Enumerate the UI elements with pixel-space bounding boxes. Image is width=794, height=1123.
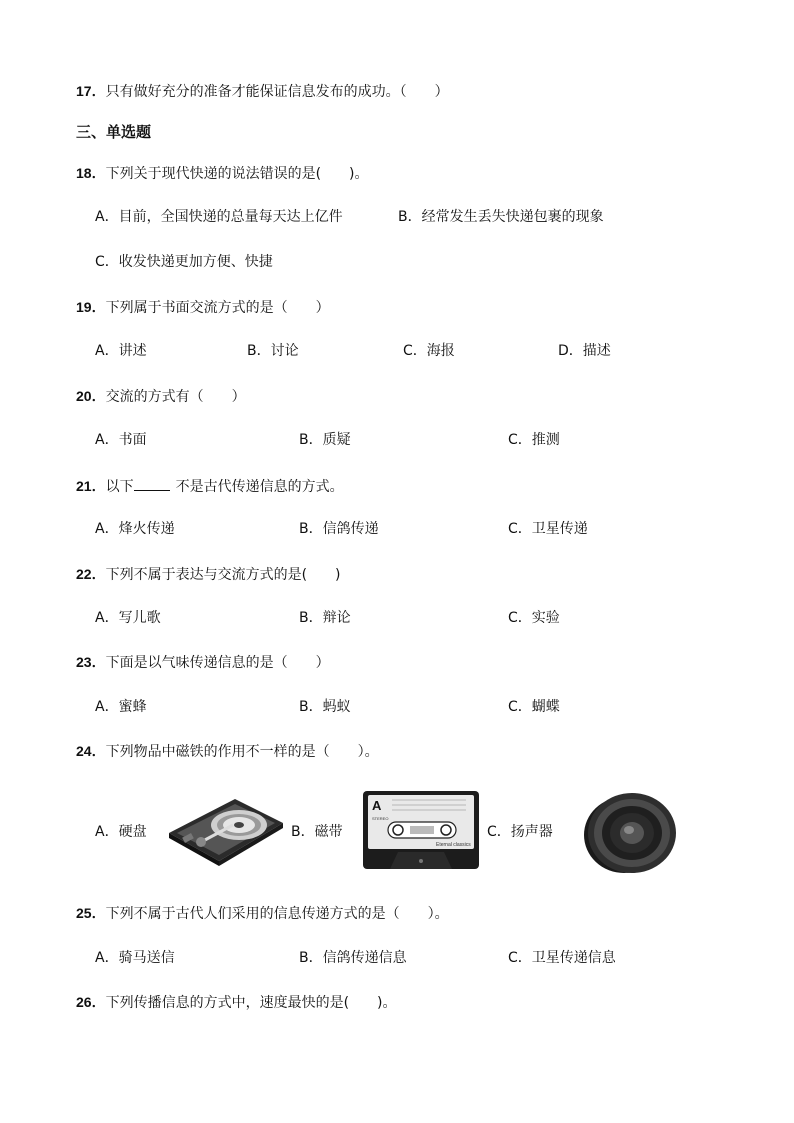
question-number: 17． <box>76 83 106 99</box>
option-b[interactable]: B．经常发生丢失快递包裹的现象 <box>398 209 604 225</box>
cassette-side-label: A <box>372 798 382 813</box>
option-c[interactable]: C．蝴蝶 <box>508 699 560 715</box>
cassette-brand-label: STEREO <box>372 816 389 821</box>
question-text: 只有做好充分的准备才能保证信息发布的成功。（ ） <box>105 84 449 100</box>
answer-blank <box>134 476 170 491</box>
option-a[interactable]: A．骑马送信 <box>95 950 175 966</box>
option-b[interactable]: B．蚂蚁 <box>299 699 351 715</box>
cassette-title-label: Eternal classics <box>436 842 471 848</box>
option-c[interactable]: C．海报 <box>403 343 455 359</box>
question-24 <box>76 742 379 761</box>
option-c[interactable]: C．收发快递更加方便、快捷 <box>95 254 273 270</box>
option-a[interactable]: A．讲述 <box>95 343 147 359</box>
question-text: 交流的方式有（ ） <box>105 389 246 405</box>
option-a[interactable]: A．硬盘 <box>95 824 147 840</box>
option-c[interactable]: C．扬声器 <box>487 824 553 840</box>
option-c[interactable]: C．卫星传递 <box>508 521 588 537</box>
question-number: 22． <box>76 566 106 582</box>
question-26 <box>76 993 397 1012</box>
question-19 <box>76 298 330 317</box>
question-20 <box>76 387 246 406</box>
option-a[interactable]: A．烽火传递 <box>95 521 175 537</box>
cassette-tape-image <box>362 790 480 874</box>
question-text: 下列关于现代快递的说法错误的是( )。 <box>105 166 369 182</box>
question-number: 25． <box>76 905 106 921</box>
question-number: 21． <box>76 478 106 494</box>
option-b[interactable]: B．信鸽传递 <box>299 521 379 537</box>
option-b[interactable]: B．质疑 <box>299 432 351 448</box>
question-text: 下列不属于表达与交流方式的是( ) <box>105 567 341 583</box>
option-a[interactable]: A．蜜蜂 <box>95 699 147 715</box>
option-b[interactable]: B．辩论 <box>299 610 351 626</box>
option-a[interactable]: A．目前，全国快递的总量每天达上亿件 <box>95 209 343 225</box>
question-number: 18． <box>76 165 106 181</box>
question-number: 24． <box>76 743 106 759</box>
option-a[interactable]: A．书面 <box>95 432 147 448</box>
option-c[interactable]: C．实验 <box>508 610 560 626</box>
question-text: 下面是以气味传递信息的是（ ） <box>105 655 330 671</box>
question-17 <box>76 82 449 101</box>
question-text: 下列不属于古代人们采用的信息传递方式的是（ ）。 <box>105 906 449 922</box>
question-21 <box>76 476 344 496</box>
question-22 <box>76 565 341 584</box>
question-text: 下列传播信息的方式中，速度最快的是( )。 <box>105 995 397 1011</box>
question-25 <box>76 904 449 923</box>
question-23 <box>76 653 330 672</box>
section-title: 三、单选题 <box>76 123 152 141</box>
option-b[interactable]: B．信鸽传递信息 <box>299 950 407 966</box>
option-c[interactable]: C．卫星传递信息 <box>508 950 616 966</box>
question-number: 20． <box>76 388 106 404</box>
option-b[interactable]: B．磁带 <box>291 824 343 840</box>
option-c[interactable]: C．推测 <box>508 432 560 448</box>
question-text-after: 不是古代传递信息的方式。 <box>175 479 344 495</box>
question-number: 19． <box>76 299 106 315</box>
question-text: 下列物品中磁铁的作用不一样的是（ ）。 <box>105 744 379 760</box>
speaker-image <box>574 791 682 879</box>
hard-disk-image <box>163 795 287 871</box>
option-b[interactable]: B．讨论 <box>247 343 299 359</box>
question-text-before: 以下 <box>105 479 134 495</box>
question-number: 23． <box>76 654 106 670</box>
option-d[interactable]: D．描述 <box>558 343 611 359</box>
question-text: 下列属于书面交流方式的是（ ） <box>105 300 330 316</box>
question-number: 26． <box>76 994 106 1010</box>
option-a[interactable]: A．写儿歌 <box>95 610 161 626</box>
question-18 <box>76 164 369 183</box>
